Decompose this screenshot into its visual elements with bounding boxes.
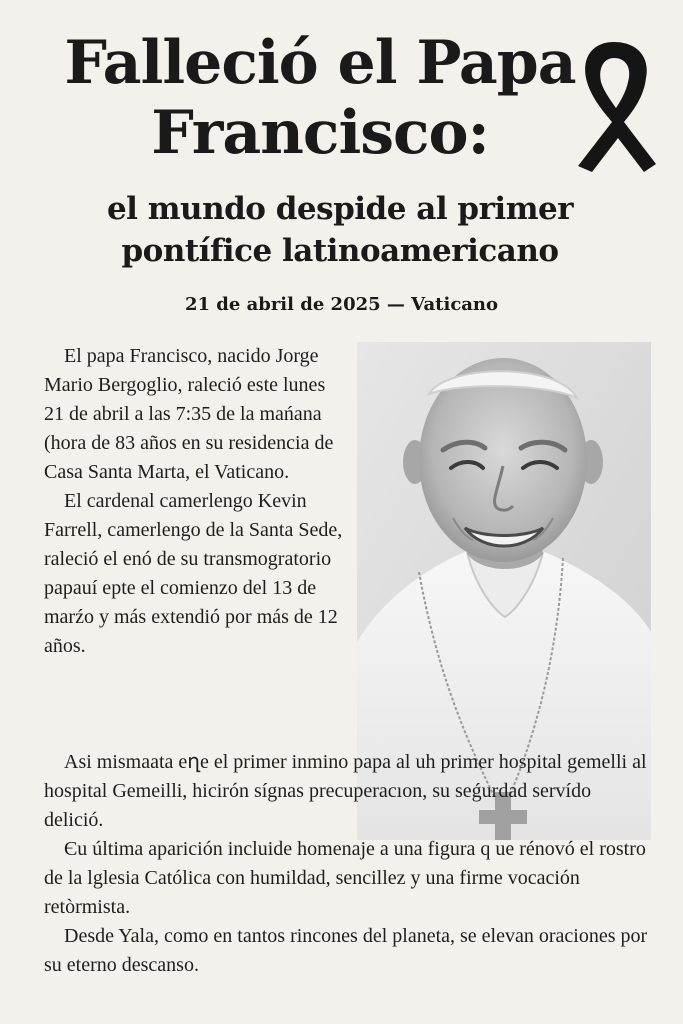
dateline: 21 de abril de 2025 — Vaticano xyxy=(184,294,499,315)
article-wide-text xyxy=(44,748,650,980)
article-column xyxy=(44,342,350,661)
paragraph-3: Asi mismaata eղe el primer inmino papa al uh primer hospital gemelli al hospital Gemeilli, hicirón sígnas precuperacıon, su seǵurdad servído delició. xyxy=(44,751,647,831)
paragraph-1: El papa Francisco, nacido Jorge Mario Bergoglio, raleció este lunes 21 de abril a las 7:35 de la mańana (hora de 83 años en su residencia de Casa Santa Marta, el Vaticano. xyxy=(44,345,334,483)
subheadline: el mundo despide al primer pontífice latinoamericano xyxy=(106,191,574,269)
mourning-ribbon-icon xyxy=(568,38,660,174)
paragraph-5: Desde Yala, como en tantos rincones del planeta, se elevan oraciones por su eterno descanso. xyxy=(44,925,648,976)
paragraph-4: Єu última aparición incluide homenaje a una figura q ue rénovó el rostro de la lglesia Católica con humildad, sencillez y una firme vocación retòrmista. xyxy=(44,838,646,918)
headline: Falleció el Papa Francisco: xyxy=(64,28,576,168)
paragraph-2: El cardenal camerlengo Kevin Farrell, camerlengo de la Santa Sede, raleció el enó de su transmogratorio papauí epte el comienzo del 13 de marźo y más extendió por más de 12 años. xyxy=(44,490,343,657)
